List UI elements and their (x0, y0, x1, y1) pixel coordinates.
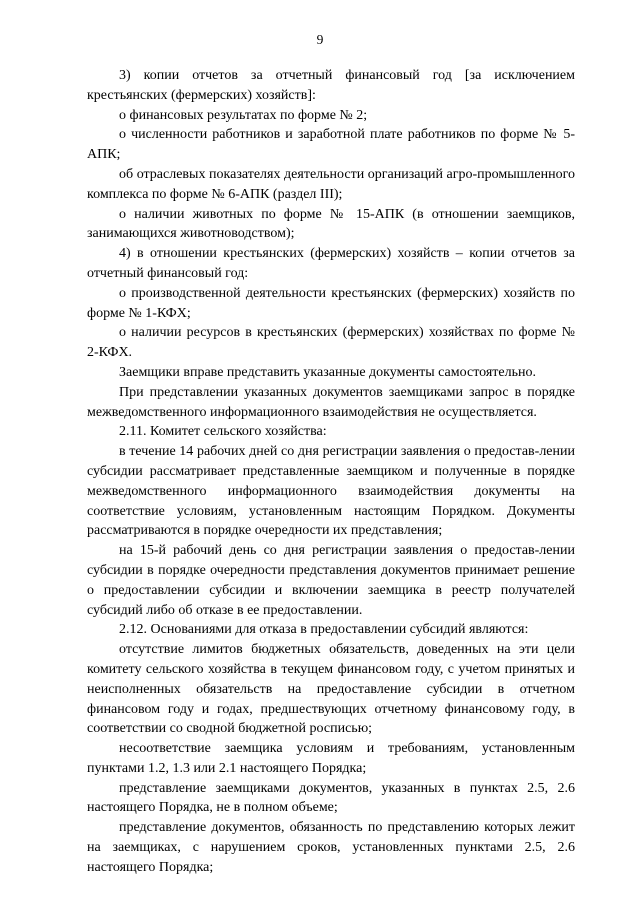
paragraph-decision-15th-day: на 15-й рабочий день со дня регистрации заявления о предостав-лении субсидии в порядке очередности представления документов принимает решение о предоставлении субсидии и включении заемщика в реестр получателей субсидий либо об отказе в ее предоставлении. (87, 543, 575, 618)
page-number: 9 (316, 32, 324, 47)
paragraph-review-14-days: в течение 14 рабочих дней со дня регистрации заявления о предостав-лении субсидии рассматривает представленные заемщиком и полученные в порядке межведомственного информационного взаимодействия документы на соответствие условиям, установленным настоящим Порядком. Документы рассматриваются в порядке очередности их представления; (87, 444, 575, 539)
paragraph-reports-copies: 3) копии отчетов за отчетный финансовый год [за исключением крестьянских (фермерских) хозяйств]: (87, 68, 575, 103)
paragraph-industry-indicators: об отраслевых показателях деятельности организаций агро-промышленного комплекса по форме № 6-АПК (раздел III); (87, 166, 575, 202)
paragraph-noncompliance: несоответствие заемщика условиям и требованиям, установленным пунктами 1.2, 1.3 или 2.1 настоящего Порядка; (87, 741, 575, 776)
paragraph-self-submission: Заемщики вправе представить указанные документы самостоятельно. (119, 364, 536, 380)
paragraph-production-activity: о производственной деятельности крестьянских (фермерских) хозяйств по форме № 1-КФХ; (87, 285, 575, 321)
paragraph-resources: о наличии ресурсов в крестьянских (фермерских) хозяйствах по форме № 2-КФХ. (87, 325, 575, 361)
paragraph-section-2-12: 2.12. Основаниями для отказа в предоставлении субсидий являются: (119, 622, 529, 638)
paragraph-livestock: о наличии животных по форме № 15-АПК (в отношении заемщиков, занимающихся животноводством); (87, 206, 575, 242)
paragraph-employees-count: о численности работников и заработной плате работников по форме № 5-АПК; (87, 127, 575, 163)
paragraph-late-documents: представление документов, обязанность по представлению которых лежит на заемщиках, с нарушением сроков, установленных пунктами 2.5, 2.6 настоящего Порядка; (87, 820, 575, 875)
document-body (87, 66, 575, 878)
paragraph-section-2-11: 2.11. Комитет сельского хозяйства: (119, 424, 327, 440)
paragraph-financial-results: о финансовых результатах по форме № 2; (119, 107, 368, 123)
paragraph-farm-reports: 4) в отношении крестьянских (фермерских) хозяйств – копии отчетов за отчетный финансовый год: (87, 246, 575, 281)
paragraph-no-budget-limits: отсутствие лимитов бюджетных обязательств, доведенных на эти цели комитету сельского хозяйства в текущем финансовом году, с учетом принятых и неисполненных обязательств на предоставление субсидии в отчетном финансовом году и годах, предшествующих отчетному финансовому году, в соответствии со сводной бюджетной росписью; (87, 642, 575, 737)
paragraph-incomplete-documents: представление заемщиками документов, указанных в пунктах 2.5, 2.6 настоящего Порядка, не в полном объеме; (87, 780, 575, 816)
paragraph-no-interagency-request: При представлении указанных документов заемщиками запрос в порядке межведомственного информационного взаимодействия не осуществляется. (87, 384, 575, 420)
